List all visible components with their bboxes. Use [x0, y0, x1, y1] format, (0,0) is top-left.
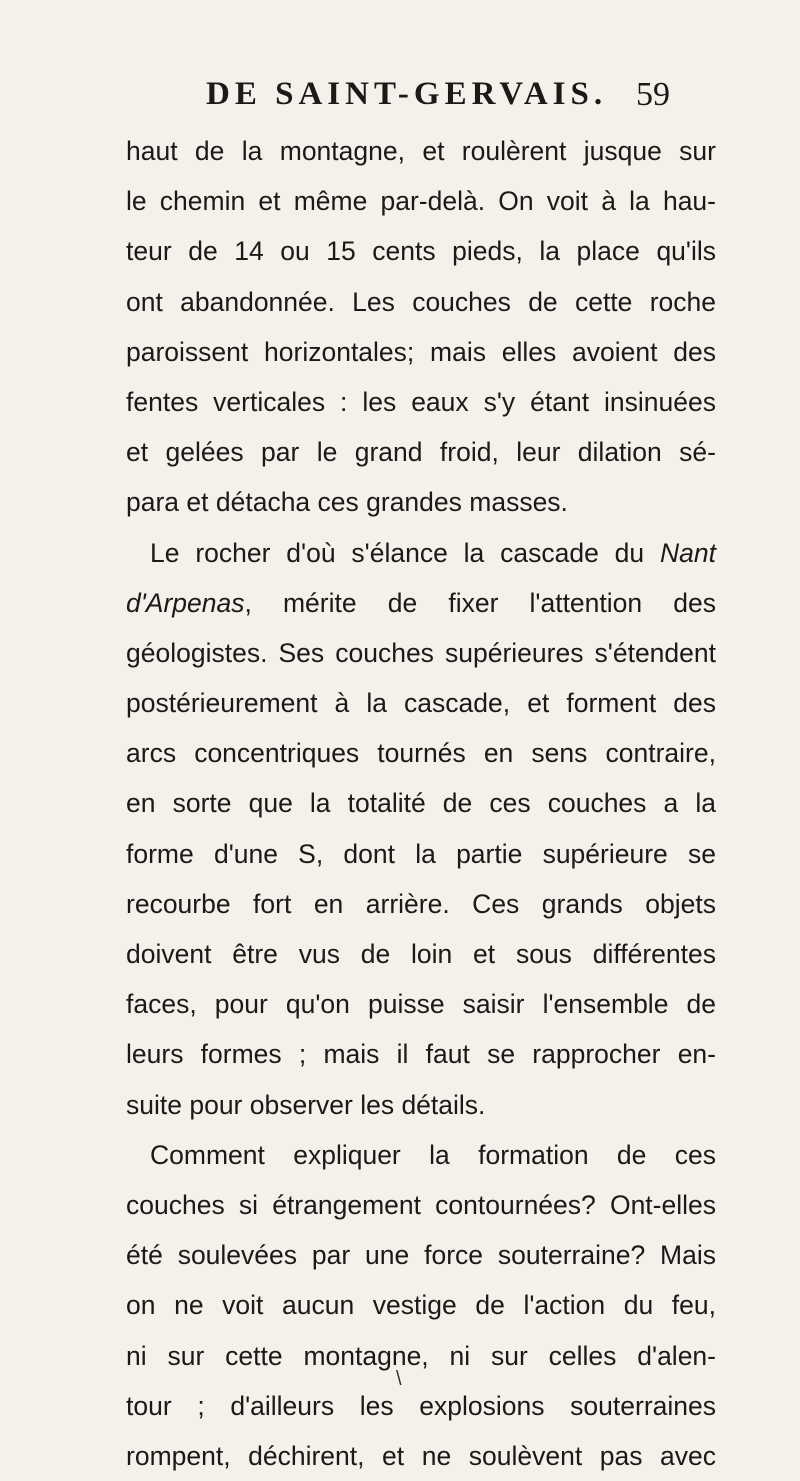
page-header — [0, 76, 800, 116]
text-line: teur de 14 ou 15 cents pieds, la place qu'ils — [126, 236, 716, 267]
text-line: recourbe fort en arrière. Ces grands objets — [126, 888, 716, 919]
text-line: faces, pour qu'on puisse saisir l'ensemble de — [126, 989, 716, 1020]
text-line: tour ; d'ailleurs les explosions souterraines — [126, 1390, 716, 1421]
text-line: ni sur cette montagne, ni sur celles d'alen- — [126, 1340, 716, 1371]
text-line: en sorte que la totalité de ces couches a la — [126, 788, 716, 819]
paragraph-start-line: Comment expliquer la formation de ces — [150, 1139, 716, 1170]
running-title: DE SAINT-GERVAIS. — [206, 76, 608, 112]
page-number: 59 — [636, 76, 670, 113]
text-line: arcs concentriques tournés en sens contraire, — [126, 738, 716, 769]
text-line: para et détacha ces grandes masses. — [126, 487, 568, 518]
text-line: rompent, déchirent, et ne soulèvent pas avec — [126, 1440, 716, 1471]
text-line: on ne voit aucun vestige de l'action du feu, — [126, 1290, 716, 1321]
text-line: leurs formes ; mais il faut se rapprocher en- — [126, 1039, 716, 1070]
text-line: couches si étrangement contournées? Ont-elles — [126, 1189, 716, 1220]
text-line: doivent être vus de loin et sous différentes — [126, 939, 716, 969]
text-line: ont abandonnée. Les couches de cette roche — [126, 286, 716, 317]
italic-place-name: Nant — [660, 537, 716, 568]
text-line: paroissent horizontales; mais elles avoient des — [126, 336, 716, 367]
text-line: fentes verticales : les eaux s'y étant insinuées — [126, 386, 716, 417]
text-line: été soulevées par une force souterraine? Mais — [126, 1240, 716, 1271]
text-line: postérieurement à la cascade, et forment des — [126, 688, 716, 719]
paragraph-start-line: Le rocher d'où s'élance la cascade du Nant — [150, 537, 716, 568]
text-line: haut de la montagne, et roulèrent jusque sur — [126, 136, 716, 166]
body-text — [126, 126, 716, 1481]
text-line: géologistes. Ses couches supérieures s'étendent — [126, 637, 716, 668]
italic-place-name: d'Arpenas — [126, 587, 245, 618]
text-line: et gelées par le grand froid, leur dilation sé- — [126, 437, 716, 468]
text-line: le chemin et même par-delà. On voit à la hau- — [126, 186, 716, 217]
text-line: d'Arpenas, mérite de fixer l'attention des — [126, 587, 716, 618]
page-mark: \ — [396, 1368, 402, 1390]
text-line: suite pour observer les détails. — [126, 1089, 486, 1120]
text-line: forme d'une S, dont la partie supérieure se — [126, 838, 716, 869]
